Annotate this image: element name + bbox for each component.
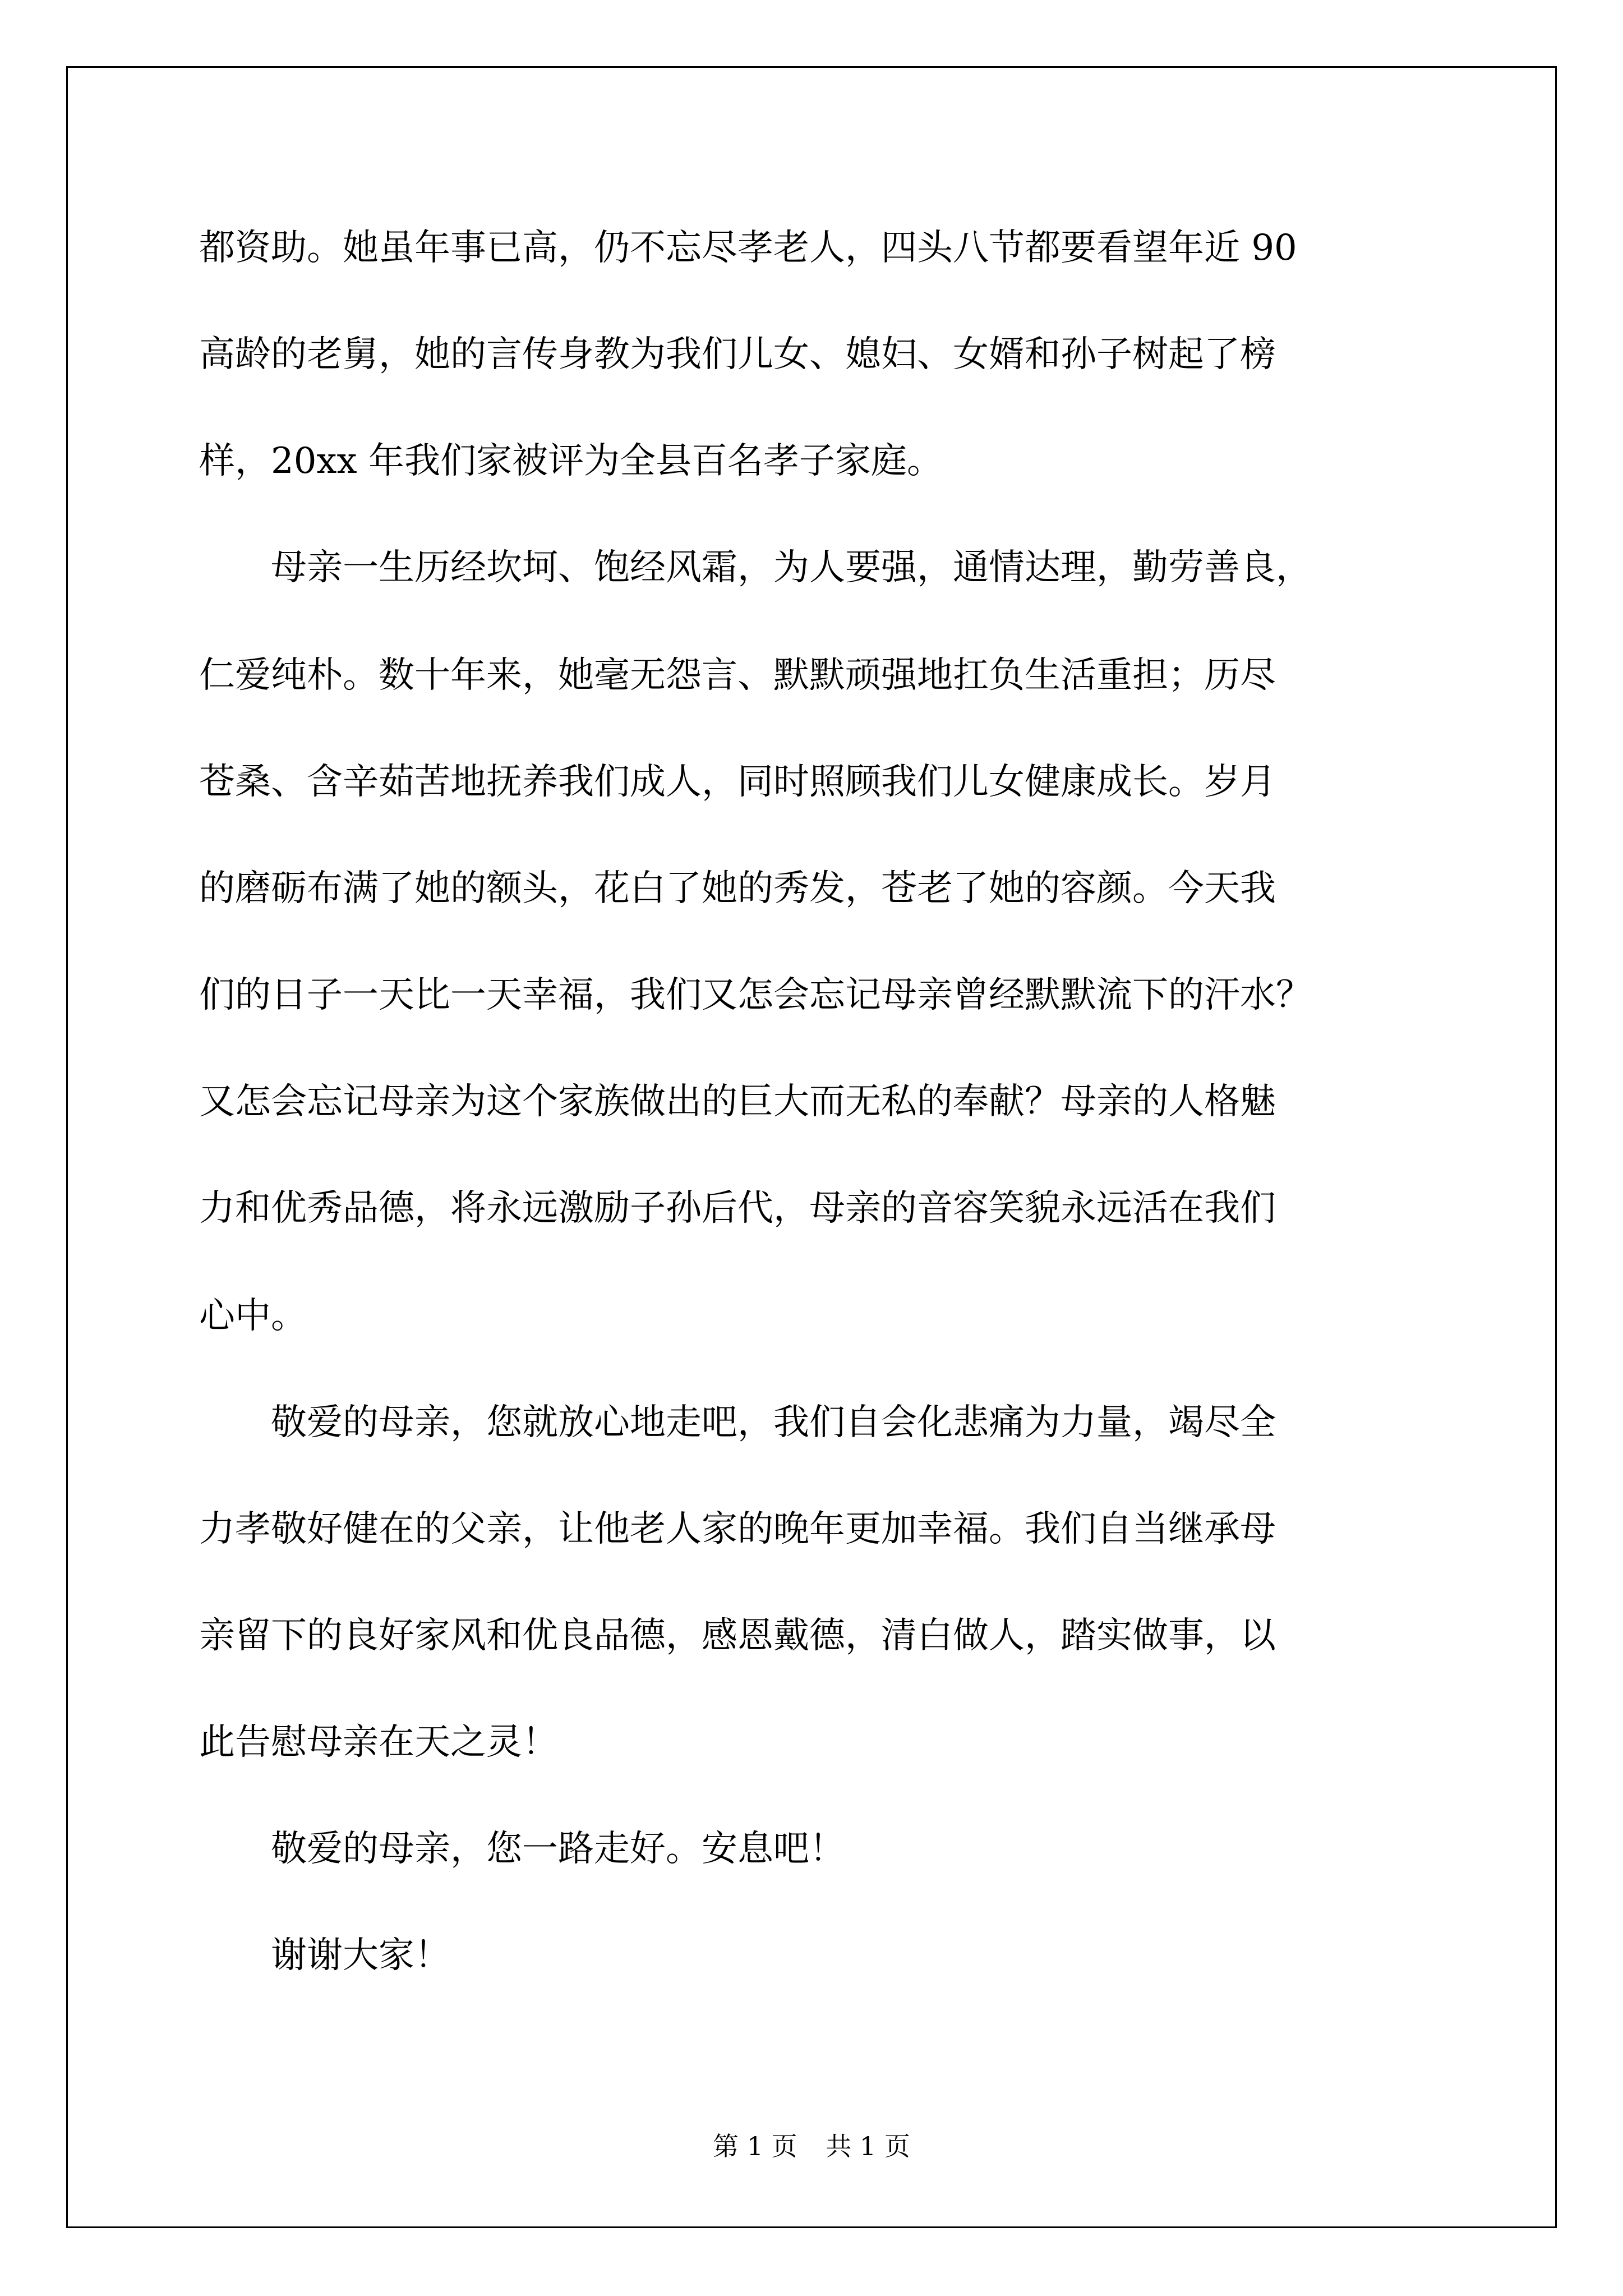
text-line: 此告慰母亲在天之灵！ — [199, 1722, 558, 1763]
page-border — [66, 66, 1557, 2228]
text-line: 的磨砺布满了她的额头，花白了她的秀发，苍老了她的容颜。今天我 — [199, 868, 1276, 909]
text-line: 们的日子一天比一天幸福，我们又怎会忘记母亲曾经默默流下的汗水？ — [199, 974, 1312, 1016]
text-line: 样，20xx 年我们家被评为全县百名孝子家庭。 — [199, 440, 943, 482]
text-line: 力和优秀品德，将永远激励子孙后代，母亲的音容笑貌永远活在我们 — [199, 1188, 1276, 1229]
text-line: 高龄的老舅，她的言传身教为我们儿女、媳妇、女婿和孙子树起了榜 — [199, 334, 1276, 375]
text-line: 仁爱纯朴。数十年来，她毫无怨言、默默顽强地扛负生活重担；历尽 — [199, 655, 1276, 696]
text-line: 苍桑、含辛茹苦地抚养我们成人，同时照顾我们儿女健康成长。岁月 — [199, 761, 1276, 803]
text-line: 亲留下的良好家风和优良品德，感恩戴德，清白做人，踏实做事，以 — [199, 1615, 1276, 1657]
text-line: 又怎会忘记母亲为这个家族做出的巨大而无私的奉献？母亲的人格魅 — [199, 1081, 1276, 1122]
text-line: 都资助。她虽年事已高，仍不忘尽孝老人，四头八节都要看望年近 90 — [199, 227, 1297, 269]
page-total: 共 1 页 — [826, 2131, 910, 2161]
page-number: 第 1 页 — [713, 2131, 797, 2161]
text-line: 心中。 — [199, 1295, 307, 1337]
paragraph-start-line: 敬爱的母亲，您一路走好。安息吧！ — [271, 1828, 845, 1870]
paragraph-start-line: 谢谢大家！ — [271, 1935, 450, 1976]
page-footer — [0, 2126, 1623, 2163]
text-line: 力孝敬好健在的父亲，让他老人家的晚年更加幸福。我们自当继承母 — [199, 1508, 1276, 1550]
paragraph-start-line: 母亲一生历经坎坷、饱经风霜，为人要强，通情达理，勤劳善良， — [271, 547, 1312, 588]
paragraph-start-line: 敬爱的母亲，您就放心地走吧，我们自会化悲痛为力量，竭尽全 — [271, 1402, 1276, 1443]
